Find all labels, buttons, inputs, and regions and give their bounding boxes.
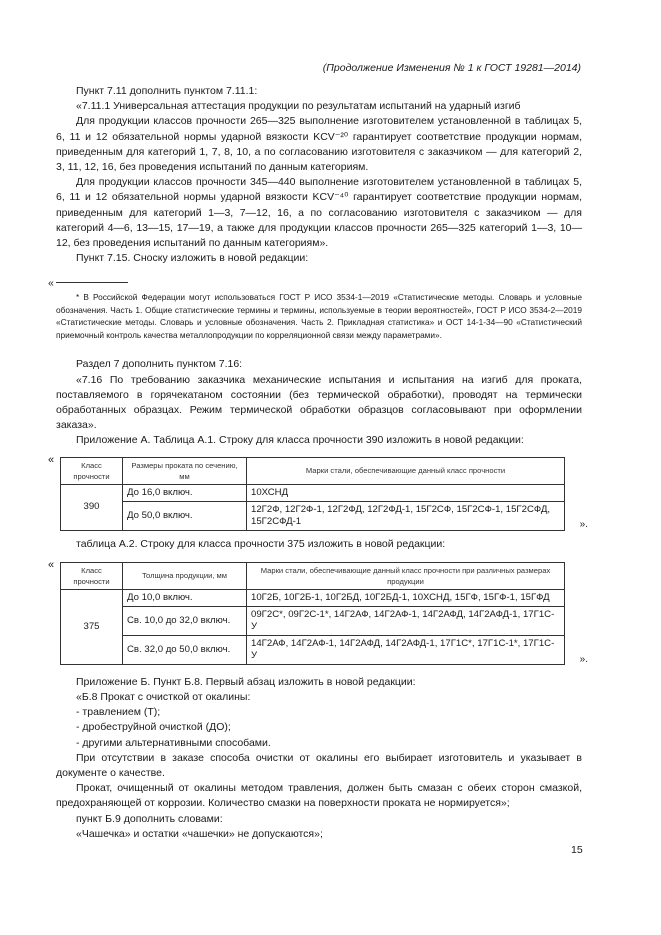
table-header-row: [61, 457, 565, 484]
table-open-quote: «: [48, 453, 55, 466]
paragraph: - дробеструйной очисткой (ДО);: [76, 721, 231, 734]
size-cell: Св. 10,0 до 32,0 включ.: [123, 606, 247, 635]
grades-cell: 12Г2Ф, 12Г2Ф-1, 12Г2ФД, 12Г2ФД-1, 15Г2СФ, 15Г2СФ-1, 15Г2СФД, 15Г2СФД-1: [247, 501, 565, 530]
table-row: [61, 484, 565, 501]
page-number: 15: [571, 844, 583, 856]
table-row: [61, 589, 565, 606]
paragraph: Прокат, очищенный от окалины методом травления, должен быть смазан с обеих сторон смазкой, предохраняющей от коррозии. Количество смазки на поверхности проката не нормируется»;: [56, 782, 582, 810]
class-cell: 390: [61, 484, 123, 530]
footnote-open-quote: «: [48, 277, 54, 290]
paragraph: «7.11.1 Универсальная аттестация продукции по результатам испытаний на ударный изгиб: [76, 100, 521, 113]
grades-cell: 10Г2Б, 10Г2Б-1, 10Г2БД, 10Г2БД-1, 10ХСНД, 15ГФ, 15ГФ-1, 15ГФД: [247, 589, 565, 606]
table-row: [61, 606, 565, 635]
paragraph: Приложение Б. Пункт Б.8. Первый абзац изложить в новой редакции:: [76, 675, 416, 688]
paragraph: Для продукции классов прочности 345—440 выполнение изготовителем установленной в таблицах 5, 6, 11 и 12 обязательной нормы ударной вязкости KCV⁻⁴⁰ гарантирует соответствие продукции нормам, приведенным для категорий 1—3, 7—12, 16, а по согласованию изготовителя с заказчиком — для категорий 4—6, 13—15, 17—19, а также для продукции классов прочности 265—325 категорий 1—3, 10—12, без проведения испытаний по данным категориям».: [56, 176, 582, 250]
table-a2-wrapper: [48, 558, 588, 665]
paragraph: При отсутствии в заказе способа очистки от окалины его выбирает изготовитель и указывает в документе о качестве.: [56, 751, 582, 780]
footnote-text: * В Российской Федерации могут использоваться ГОСТ Р ИСО 3534-1—2019 «Статистические методы. Словарь и условные обозначения. Часть 1. Общие статистические термины и термины, используемые в теории вероятностей», ГОСТ Р ИСО 3534-2—2019 «Статистические методы. Словарь и условные обозначения. Часть 2. Прикладная статистика» и ОСТ 14-1-34—90 «Статистический приемочный контроль качества металлопродукции по корреляционной связи между параметрами».: [56, 292, 582, 340]
grades-cell: 09Г2С*, 09Г2С-1*, 14Г2АФ, 14Г2АФ-1, 14Г2АФД, 14Г2АФД-1, 17Г1С-У: [247, 606, 565, 635]
size-cell: До 50,0 включ.: [123, 501, 247, 530]
table-open-quote: «: [48, 558, 55, 571]
table-header-cell: Марки стали, обеспечивающие данный класс прочности: [247, 457, 565, 484]
size-cell: До 10,0 включ.: [123, 589, 247, 606]
paragraph: пункт Б.9 дополнить словами:: [76, 812, 223, 825]
table-a1: [60, 457, 565, 531]
paragraph: «Чашечка» и остатки «чашечки» не допускаются»;: [76, 827, 323, 840]
table-header-row: [61, 562, 565, 589]
table-header-cell: Класс прочности: [61, 562, 123, 589]
size-cell: До 16,0 включ.: [123, 484, 247, 501]
table-header-cell: Размеры проката по сечению, мм: [123, 457, 247, 484]
paragraph: - травлением (Т);: [76, 706, 161, 719]
document-body: [48, 84, 588, 842]
paragraph: Раздел 7 дополнить пунктом 7.16:: [76, 358, 243, 371]
paragraph: Приложение А. Таблица А.1. Строку для класса прочности 390 изложить в новой редакции:: [76, 434, 524, 447]
table-header-cell: Толщина продукции, мм: [123, 562, 247, 589]
table-row: [61, 635, 565, 664]
footnote-rule: [48, 277, 582, 291]
paragraph: «7.16 По требованию заказчика механические испытания и испытания на изгиб для проката, поставляемого в горячекатаном состоянии (без термической обработки), проводят на термически обработанных образцах. Режим термической обработки образцов согласовывают при оформлении заказа».: [56, 373, 582, 432]
table-header-cell: Марки стали, обеспечивающие данный класс прочности при различных размерах продукции: [247, 562, 565, 589]
grades-cell: 14Г2АФ, 14Г2АФ-1, 14Г2АФД, 14Г2АФД-1, 17Г1С*, 17Г1С-1*, 17Г1С-У: [247, 635, 565, 664]
paragraph: «Б.8 Прокат с очисткой от окалины:: [76, 691, 251, 704]
table-row: [61, 501, 565, 530]
paragraph: Пункт 7.11 дополнить пунктом 7.11.1:: [76, 85, 258, 97]
paragraph: Пункт 7.15. Сноску изложить в новой редакции:: [76, 252, 309, 265]
paragraph: таблица А.2. Строку для класса прочности 375 изложить в новой редакции:: [76, 537, 446, 550]
size-cell: Св. 32,0 до 50,0 включ.: [123, 635, 247, 664]
table-a1-wrapper: [48, 453, 588, 531]
table-a2: [60, 562, 565, 665]
table-close-quote: ».: [579, 653, 588, 665]
footnote-separator: [56, 282, 128, 283]
table-header-cell: Класс прочности: [61, 457, 123, 484]
grades-cell: 10ХСНД: [247, 484, 565, 501]
paragraph: Для продукции классов прочности 265—325 выполнение изготовителем установленной в таблицах 5, 6, 11 и 12 обязательной нормы ударной вязкости KCV⁻²⁰ гарантирует соответствие продукции нормам, приведенным для категорий 1, 7, 8, 10, а по согласованию изготовителя с заказчиком — для категорий 2, 3, 11, 12, 16, без проведения испытаний по данным категориям.: [56, 115, 582, 174]
paragraph: - другими альтернативными способами.: [76, 736, 271, 749]
running-header: (Продолжение Изменения № 1 к ГОСТ 19281—2014): [322, 62, 581, 74]
table-close-quote: ».: [579, 519, 588, 531]
class-cell: 375: [61, 589, 123, 664]
